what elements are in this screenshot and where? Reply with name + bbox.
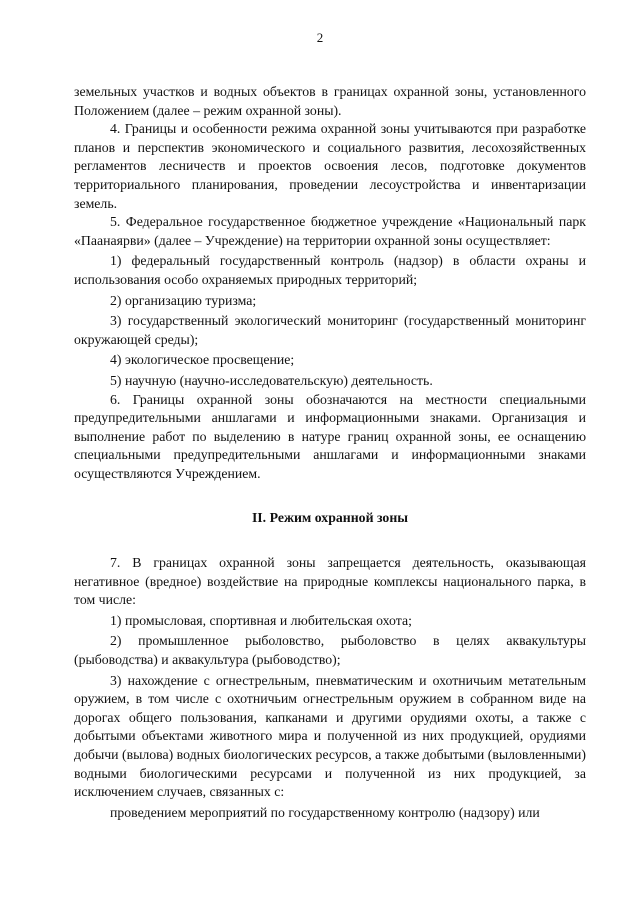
section-heading: II. Режим охранной зоны — [251, 510, 409, 526]
list-item-5-1: 1) федеральный государственный контроль (надзор) в области охраны и использования особо охраняемых природных территорий; — [74, 253, 586, 287]
document-body — [74, 83, 586, 822]
list-item-7-3: 3) нахождение с огнестрельным, пневматическим и охотничьим метательным оружием, в том числе с охотничьим огнестрельным оружием в собранном виде на дорогах общего пользования, капканами и другими орудиями охоты, а также с добытыми объектами животного мира и полученной из них продукцией, орудиями добычи (вылова) водных биологических ресурсов, а также добытыми (выловленными) водными биологическими ресурсами и полученной из них продукцией, за исключением случаев, связанных с: — [74, 672, 586, 800]
paragraph-item-5: 5. Федеральное государственное бюджетное учреждение «Национальный парк «Паанаярви» (далее – Учреждение) на территории охранной зоны осуществляет: — [74, 214, 586, 248]
list-item-7-2: 2) промышленное рыболовство, рыболовство в целях аквакультуры (рыбоводства) и аквакультура (рыбоводство); — [74, 633, 586, 668]
paragraph-item-4: 4. Границы и особенности режима охранной зоны учитываются при разработке планов и перспектив экономического и социального развития, лесохозяйственных регламентов лесничеств и проектов освоения лесов, подготовке документов территориального планирования, проведении лесоустройства и инвентаризации земель. — [74, 121, 586, 211]
paragraph-item-6: 6. Границы охранной зоны обозначаются на местности специальными предупредительными аншлагами и информационными знаками. Организация и выполнение работ по выделению в натуре границ охранной зоны, ее оснащению специальными предупредительными аншлагами и информационными знаками осуществляются Учреждением. — [74, 391, 586, 481]
list-item-5-2: 2) организацию туризма; — [110, 292, 257, 308]
list-item-5-4: 4) экологическое просвещение; — [110, 352, 295, 368]
list-item-5-5: 5) научную (научно-исследовательскую) деятельность. — [110, 372, 433, 388]
list-item-7-1: 1) промысловая, спортивная и любительская охота; — [110, 612, 412, 628]
list-item-5-3: 3) государственный экологический мониторинг (государственный мониторинг окружающей среды); — [74, 313, 586, 347]
paragraph-continuation: земельных участков и водных объектов в границах охранной зоны, установленного Положением (далее – режим охранной зоны). — [74, 84, 586, 118]
paragraph-item-7: 7. В границах охранной зоны запрещается деятельность, оказывающая негативное (вредное) воздействие на природные комплексы национального парка, в том числе: — [74, 555, 586, 608]
list-subitem-continuation: проведением мероприятий по государственному контролю (надзору) или — [110, 804, 540, 820]
page-number: 2 — [316, 30, 324, 45]
